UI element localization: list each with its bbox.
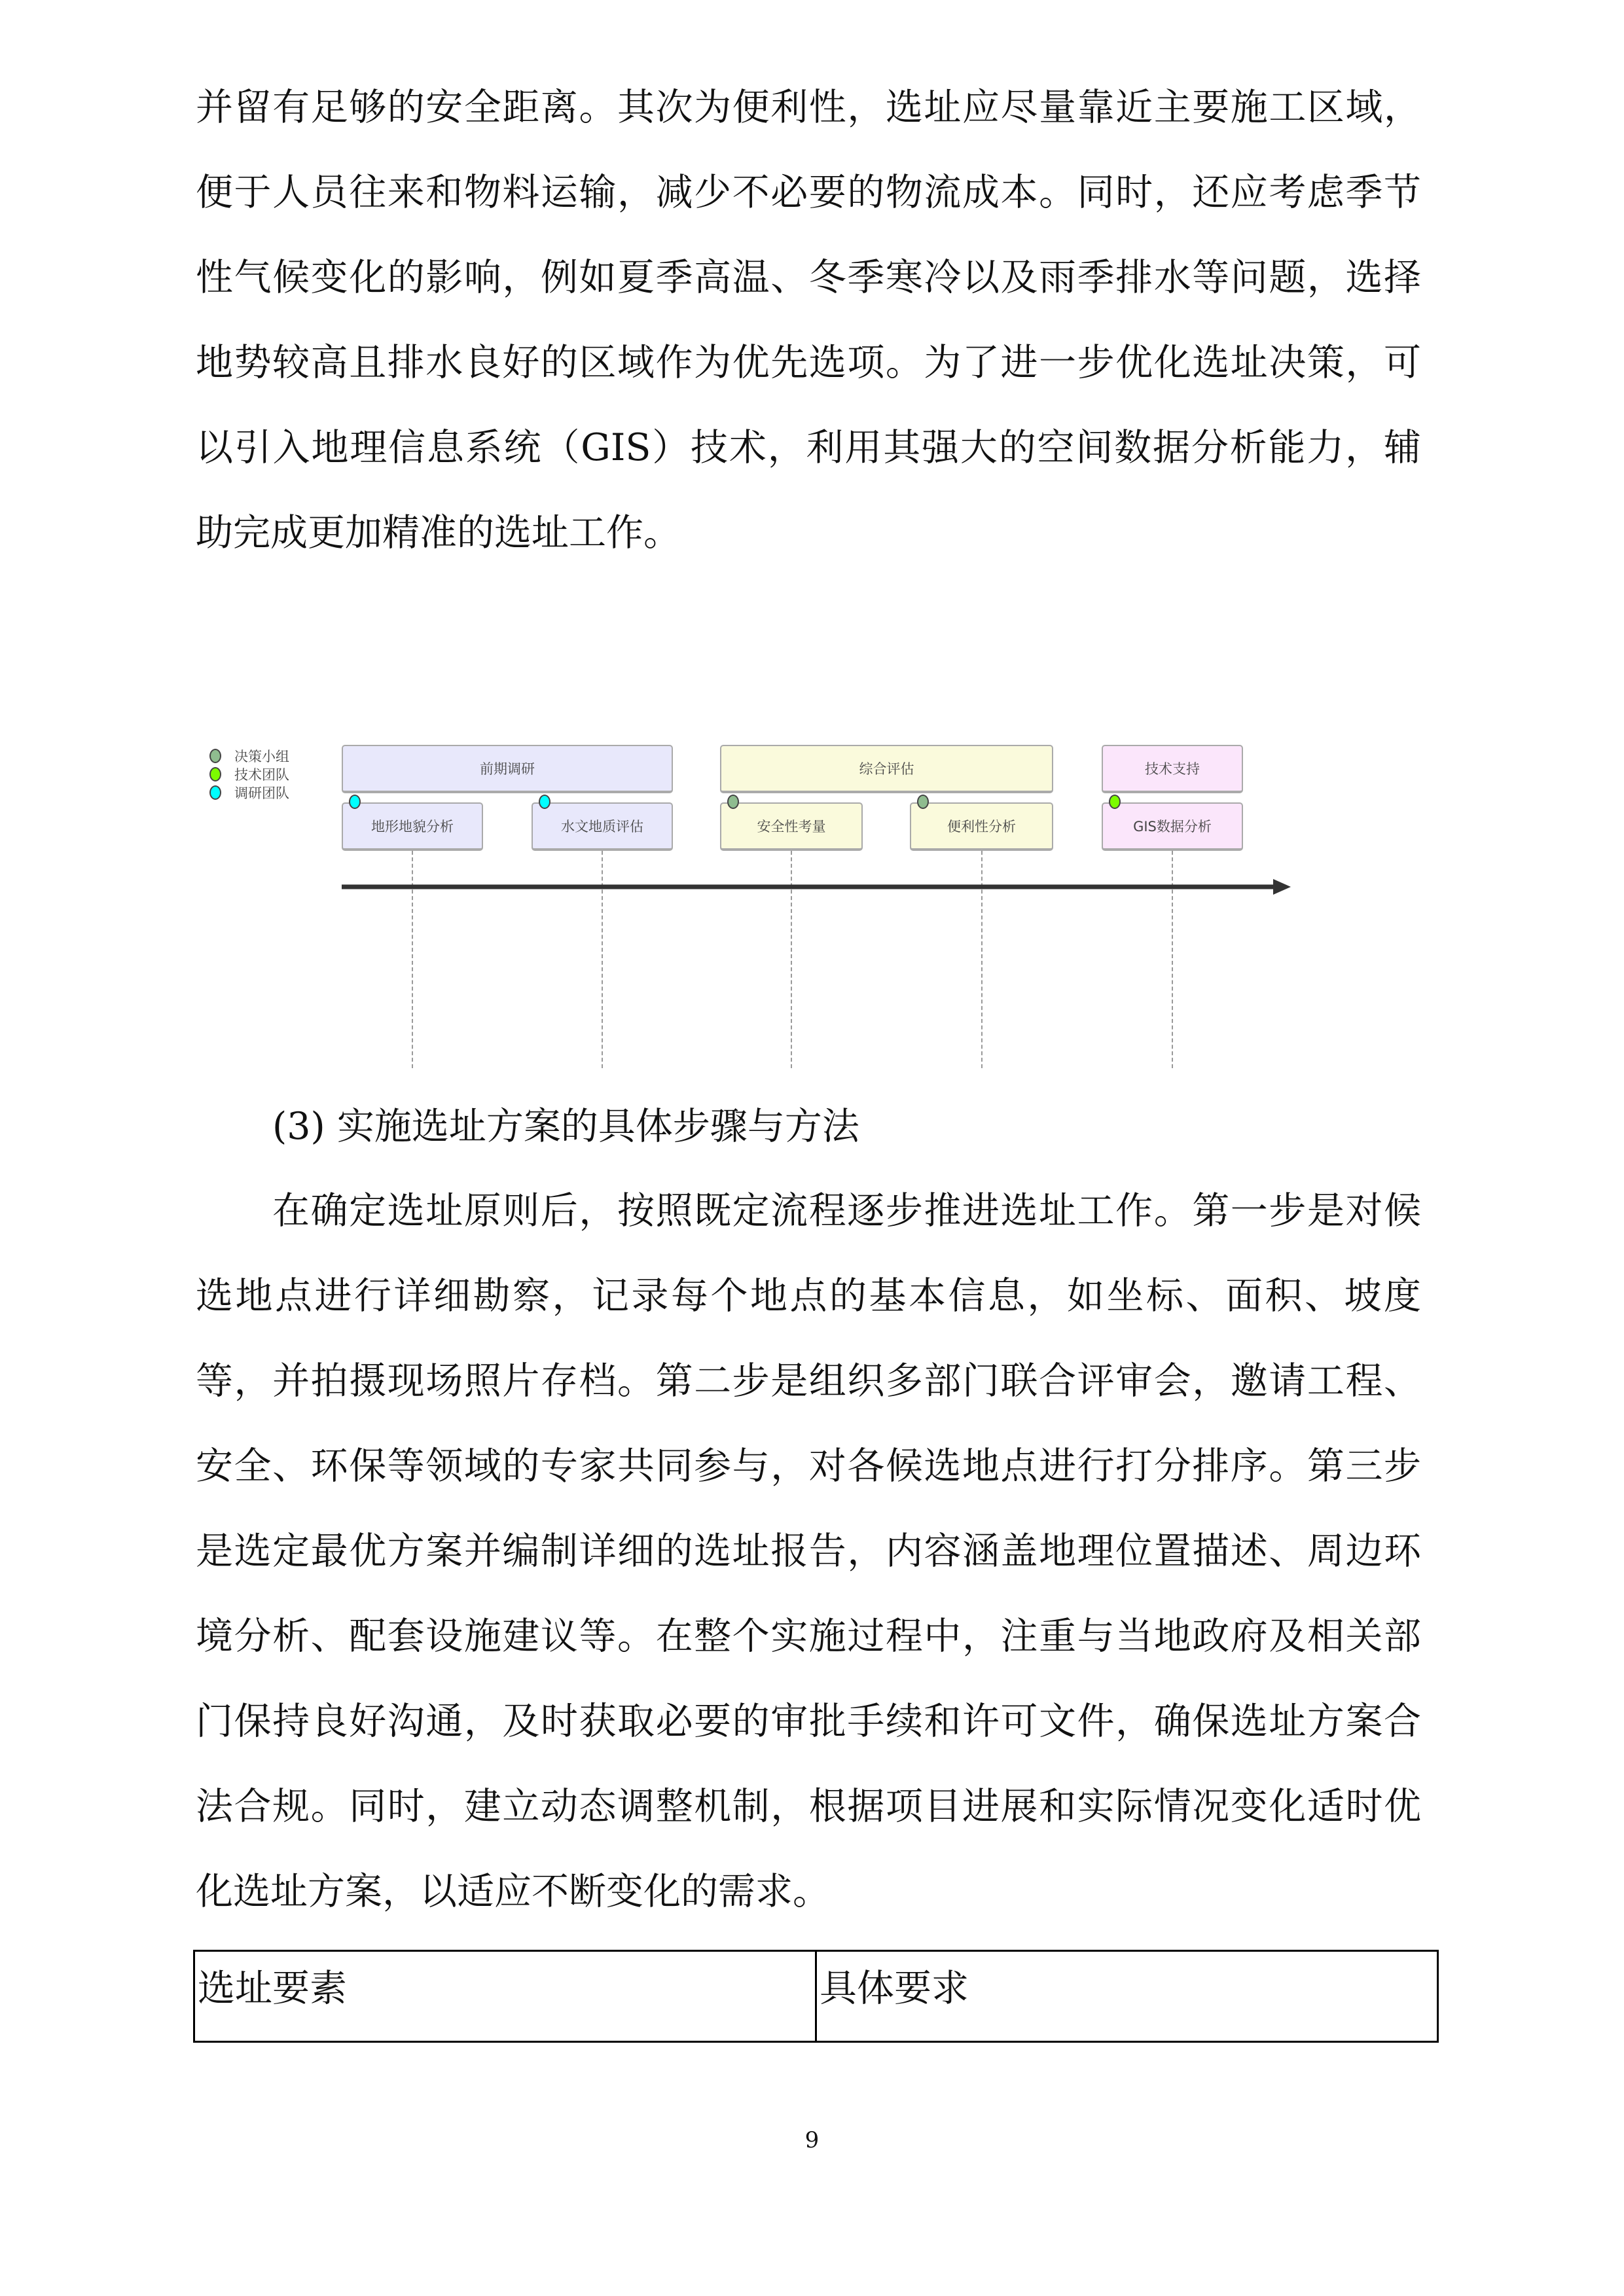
table-header-cell: 具体要求 <box>815 1952 1437 2041</box>
table-header-cell: 选址要素 <box>198 1967 347 2010</box>
text-line: 性气候变化的影响，例如夏季高温、冬季寒冷以及雨季排水等问题，选择 <box>196 256 1421 299</box>
phase-box: 前期调研 <box>342 745 673 793</box>
task-box: 地形地貌分析 <box>342 802 483 851</box>
text-line: 便于人员往来和物料运输，减少不必要的物流成本。同时，还应考虑季节 <box>196 171 1421 214</box>
task-box: 水文地质评估 <box>532 802 673 851</box>
phase-box: 综合评估 <box>720 745 1053 793</box>
text-line: 并留有足够的安全距离。其次为便利性，选址应尽量靠近主要施工区域， <box>196 86 1421 129</box>
text-line: 化选址方案，以适应不断变化的需求。 <box>196 1870 830 1913</box>
section-heading: (3) 实施选址方案的具体步骤与方法 <box>272 1105 859 1148</box>
legend-label: 调研团队 <box>234 785 289 801</box>
text-line: 安全、环保等领域的专家共同参与，对各候选地点进行打分排序。第三步 <box>196 1444 1421 1488</box>
phase-box: 技术支持 <box>1102 745 1243 793</box>
text-line: 是选定最优方案并编制详细的选址报告，内容涵盖地理位置描述、周边环 <box>196 1530 1421 1573</box>
text-line: 门保持良好沟通，及时获取必要的审批手续和许可文件，确保选址方案合 <box>196 1700 1421 1743</box>
legend-label: 决策小组 <box>234 749 289 764</box>
text-line: 选地点进行详细勘察，记录每个地点的基本信息，如坐标、面积、坡度 <box>196 1274 1421 1318</box>
paragraph-2 <box>196 1168 1421 1934</box>
text-line: 法合规。同时，建立动态调整机制，根据项目进展和实际情况变化适时优 <box>196 1785 1421 1828</box>
task-box: 便利性分析 <box>910 802 1053 851</box>
text-line: 以引入地理信息系统（GIS）技术，利用其强大的空间数据分析能力，辅 <box>196 426 1421 469</box>
text-line: 在确定选址原则后，按照既定流程逐步推进选址工作。第一步是对候 <box>272 1189 1421 1232</box>
timeline-arrow-icon <box>0 0 1624 1113</box>
requirements-table <box>193 1950 1439 2043</box>
task-box: 安全性考量 <box>720 802 863 851</box>
text-line: 等，并拍摄现场照片存档。第二步是组织多部门联合评审会，邀请工程、 <box>196 1359 1421 1403</box>
page-number: 9 <box>804 2127 820 2153</box>
text-line: 境分析、配套设施建议等。在整个实施过程中，注重与当地政府及相关部 <box>196 1615 1421 1658</box>
legend-label: 技术团队 <box>234 767 289 783</box>
text-line: 地势较高且排水良好的区域作为优先选项。为了进一步优化选址决策，可 <box>196 341 1421 384</box>
text-line: 助完成更加精准的选址工作。 <box>196 511 681 554</box>
task-box: GIS数据分析 <box>1102 802 1243 851</box>
